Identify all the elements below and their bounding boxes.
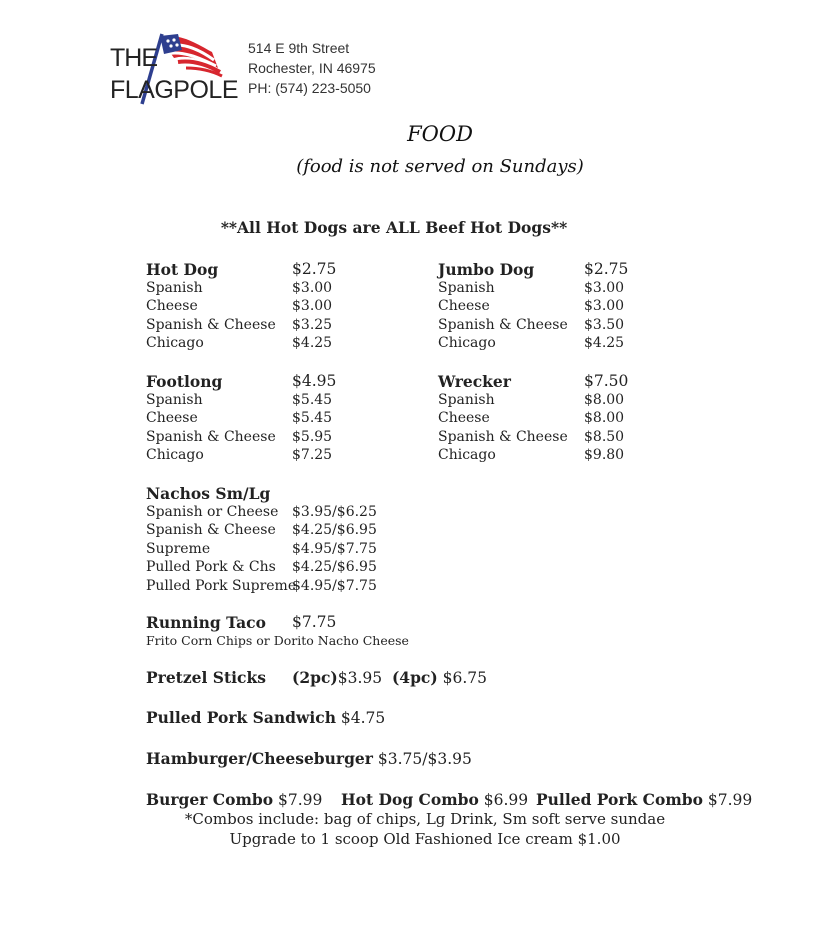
section-header [438,260,628,279]
item-name: Spanish [146,392,203,408]
menu-row [438,428,628,446]
combo-burger [146,790,322,809]
running-taco-note: Frito Corn Chips or Dorito Nacho Cheese [146,633,409,648]
item-price: $3.00 [584,280,625,296]
item-name: Cheese [438,410,490,427]
hamburger-line [146,749,472,768]
running-taco-section [146,613,336,632]
menu-row [146,521,377,539]
item-name: Spanish & Cheese [438,428,568,445]
item-price: $9.80 [584,447,625,464]
footlong-section [146,372,336,465]
menu-row [438,409,628,427]
nachos-section [146,484,377,595]
section-name: Nachos Sm/Lg [146,484,271,503]
upgrade-note: Upgrade to 1 scoop Old Fashioned Ice cream $1.00 [229,830,621,848]
item-price: $3.00 [584,298,625,315]
pretzel-price2: $6.75 [442,669,488,687]
menu-row [146,316,336,334]
section-price: $7.75 [292,613,337,631]
item-price: $3.95/$6.25 [292,504,377,520]
menu-row [438,334,628,352]
item-name: Cheese [146,410,198,427]
item-price: $4.25 [292,335,333,352]
hot-dog-section [146,260,336,353]
item-name: Supreme [146,540,211,557]
page-title: FOOD [407,122,473,146]
section-header [438,372,628,391]
item-price: $7.25 [292,447,333,464]
sunday-note: (food is not served on Sundays) [296,156,584,177]
combo-name: Hot Dog Combo [341,790,479,809]
menu-row [146,428,336,446]
item-price: $3.00 [292,298,333,315]
item-name: Chicago [438,335,496,352]
section-name: Running Taco [146,613,266,632]
item-name: Spanish [438,392,495,408]
item-price: $5.95 [292,428,333,445]
section-price: $7.50 [584,372,629,390]
combo-includes-note: *Combos include: bag of chips, Lg Drink, Sm soft serve sundae [184,810,666,828]
item-price: $5.45 [292,410,333,427]
item-name: Pulled Pork & Chs [146,559,276,576]
pulled-pork-sandwich-line [146,708,385,727]
section-name: Wrecker [438,372,511,391]
section-header [146,372,336,391]
item-name: Hamburger/Cheeseburger [146,749,373,768]
menu-row [146,577,377,595]
menu-row [146,297,336,315]
logo-text-flagpole: FLAGPOLE [110,76,238,104]
section-header [146,613,336,632]
phone-number: PH: (574) 223-5050 [248,80,371,96]
menu-row [438,297,628,315]
combo-hot-dog [341,790,528,809]
item-price: $4.95/$7.75 [292,540,377,557]
menu-row [146,279,336,297]
beef-note: **All Hot Dogs are ALL Beef Hot Dogs** [220,218,568,237]
address-line2: Rochester, IN 46975 [248,60,376,76]
item-price: $8.00 [584,410,625,427]
menu-row [438,446,628,464]
menu-row [146,558,377,576]
menu-row [146,503,377,521]
item-name: Pulled Pork Sandwich [146,708,336,727]
item-price: $3.50 [584,316,625,333]
item-name: Spanish & Cheese [146,522,276,539]
combo-price: $7.99 [707,791,753,809]
pretzel-price1: $3.95 [337,669,383,687]
menu-row [438,279,628,297]
item-name: Spanish & Cheese [438,316,568,333]
item-name: Chicago [146,447,204,464]
section-price: $2.75 [292,260,337,278]
item-name: Spanish [146,280,203,296]
item-price: $5.45 [292,392,333,408]
section-name: Jumbo Dog [438,260,535,279]
contact-info [248,38,376,98]
menu-row [438,316,628,334]
menu-row [146,446,336,464]
item-name: Spanish & Cheese [146,316,276,333]
item-price: $8.00 [584,392,625,408]
menu-row [146,540,377,558]
item-name: Spanish or Cheese [146,504,279,520]
item-price: $4.25/$6.95 [292,522,377,539]
item-name: Cheese [146,298,198,315]
pretzel-name: Pretzel Sticks [146,668,266,687]
combo-pulled-pork [536,790,752,809]
section-price: $4.95 [292,372,337,390]
item-price: $4.25/$6.95 [292,559,377,576]
item-price: $3.25 [292,316,333,333]
item-name: Spanish [438,280,495,296]
pretzel-line [146,668,487,687]
item-name: Pulled Pork Supreme [146,577,297,594]
item-price: $3.75/$3.95 [377,750,472,768]
combo-name: Burger Combo [146,790,274,809]
item-name: Cheese [438,298,490,315]
combo-price: $7.99 [278,791,323,809]
logo-text-the: THE [110,44,157,72]
address-line1: 514 E 9th Street [248,40,350,56]
menu-row [146,391,336,409]
item-name: Chicago [146,335,204,352]
wrecker-section [438,372,628,465]
menu-row [146,334,336,352]
menu-row [438,391,628,409]
menu-row [146,409,336,427]
item-price: $4.95/$7.75 [292,577,377,594]
combo-name: Pulled Pork Combo [536,790,703,809]
item-name: Chicago [438,447,496,464]
section-name: Footlong [146,372,223,391]
item-price: $8.50 [584,428,625,445]
section-header [146,484,377,503]
combo-price: $6.99 [483,791,529,809]
item-name: Spanish & Cheese [146,428,276,445]
item-price: $3.00 [292,280,333,296]
item-price: $4.75 [340,709,386,727]
section-header [146,260,336,279]
item-price: $4.25 [584,335,625,352]
pretzel-qty2: (4pc) [391,668,438,687]
jumbo-dog-section [438,260,628,353]
pretzel-qty1: (2pc) [292,668,338,687]
section-name: Hot Dog [146,260,219,279]
section-price: $2.75 [584,260,629,278]
